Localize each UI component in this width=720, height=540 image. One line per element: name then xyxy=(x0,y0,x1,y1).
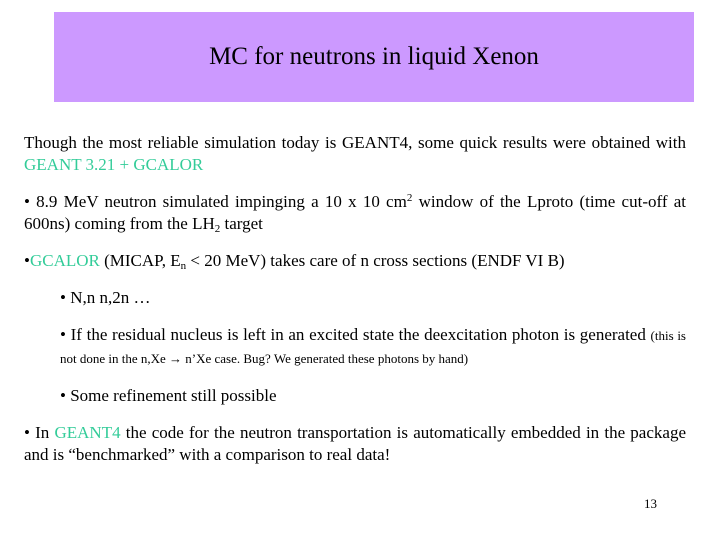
energy-n-subscript: n xyxy=(180,260,187,272)
bullet-neutron-simulation xyxy=(24,191,686,235)
geant4-highlight: GEANT4 xyxy=(54,423,121,442)
bullet-gcalor-text-b: < 20 MeV) takes care of n cross sections (ENDF VI B) xyxy=(186,251,565,270)
bullet-gcalor xyxy=(24,250,686,272)
bullet-neutron-text-b: window of the Lproto (time cut-off at 600ns) coming from the LH xyxy=(24,192,686,233)
bullet-geant4-text-a: • In xyxy=(24,423,55,442)
sub-bullet-refinement: • Some refinement still possible xyxy=(60,386,277,405)
page-number: 13 xyxy=(644,496,657,511)
intro-paragraph xyxy=(24,132,686,176)
bullet-gcalor-text-a: (MICAP, E xyxy=(99,251,181,270)
slide-title: MC for neutrons in liquid Xenon xyxy=(209,43,539,70)
deexcitation-text: • If the residual nucleus is left in an excited state the deexcitation photon is generated xyxy=(60,325,651,344)
cm-squared-superscript: 2 xyxy=(406,192,413,204)
deexcitation-note: (this is not done in the n,Xe → n’Xe case. Bug? We generated these photons by hand) xyxy=(60,328,686,366)
lh2-subscript: 2 xyxy=(214,223,221,235)
geant3-gcalor-highlight: GEANT 3.21 + GCALOR xyxy=(24,155,204,174)
bullet-neutron-text-c: target xyxy=(220,214,263,233)
bullet-geant4 xyxy=(24,422,686,466)
bullet-geant4-text-b: the code for the neutron transportation is automatically embedded in the package and is “benchmarked” with a comparison to real data! xyxy=(24,423,686,464)
sub-bullet-deexcitation xyxy=(24,324,686,370)
bullet-gcalor-dot: • xyxy=(24,251,30,270)
slide-content xyxy=(24,132,686,466)
gcalor-highlight: GCALOR xyxy=(29,251,100,270)
intro-text: Though the most reliable simulation today is GEANT4, some quick results were obtained with xyxy=(24,133,686,152)
sub-bullet-reactions: • N,n n,2n … xyxy=(60,288,151,307)
bullet-neutron-text-a: • 8.9 MeV neutron simulated impinging a 10 x 10 cm xyxy=(24,192,407,211)
title-box xyxy=(54,12,694,102)
